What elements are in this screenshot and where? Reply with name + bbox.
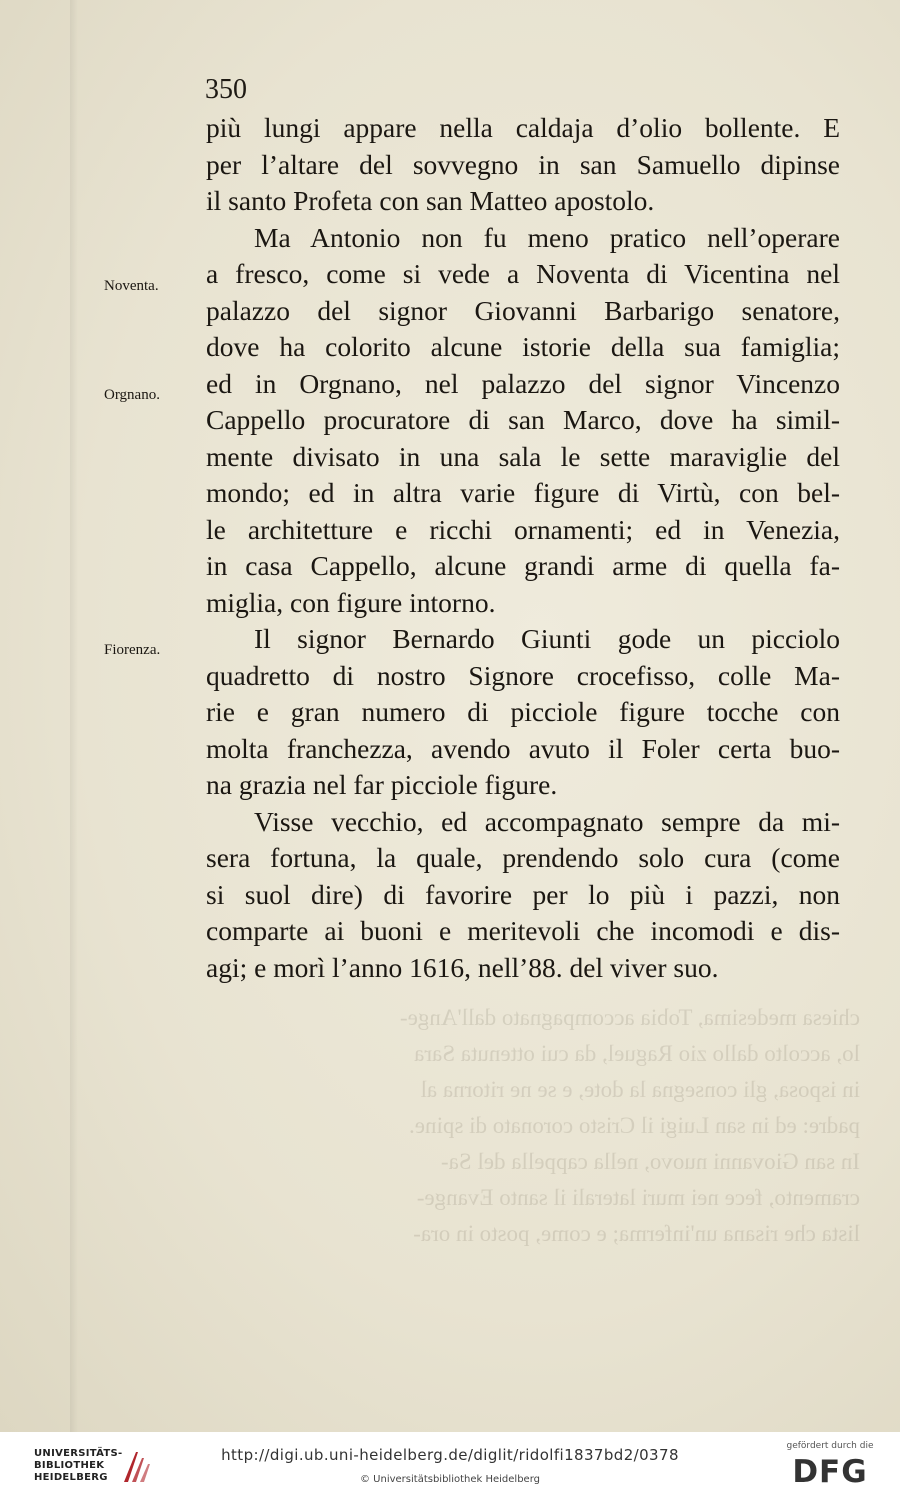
text-line: mente divisato in una sala le sette maraviglie del	[206, 440, 840, 472]
library-name-line1: UNIVERSITÄTS-	[34, 1448, 123, 1459]
marginal-note-noventa: Noventa.	[104, 278, 159, 294]
text-line: si suol dire) di favorire per lo più i pazzi, non	[206, 878, 840, 910]
bleed-through-text	[200, 1000, 860, 1260]
permalink-url[interactable]: http://digi.ub.uni-heidelberg.de/diglit/ridolfi1837bd2/0378	[221, 1446, 679, 1464]
text-line: a fresco, come si vede a Noventa di Vicentina nel	[206, 258, 840, 289]
text-line: sera fortuna, la quale, prendendo solo cura (come	[206, 842, 840, 873]
text-line: molta franchezza, avendo avuto il Foler certa buo-	[206, 732, 840, 764]
text-line: quadretto di nostro Signore crocefisso, colle Ma-	[206, 659, 840, 691]
bleed-line: chiesa medesima, Tobia accompagnato dall'Ange-	[399, 1005, 860, 1030]
dfg-logo[interactable]: DFG	[792, 1454, 868, 1490]
footer-bar	[0, 1432, 900, 1496]
copyright-notice: © Universitätsbibliothek Heidelberg	[359, 1474, 540, 1485]
text-line: dove ha colorito alcune istorie della sua famiglia;	[206, 331, 840, 362]
marginal-note-orgnano: Orgnano.	[104, 387, 160, 403]
text-line: comparte ai buoni e meritevoli che incomodi e dis-	[206, 915, 840, 946]
text-line: miglia, con figure intorno.	[206, 586, 496, 618]
bleed-line: cramento, fece nei muri laterali il santo Evange-	[416, 1185, 860, 1210]
text-line: Ma Antonio non fu meno pratico nell’operare	[254, 221, 840, 253]
text-line: mondo; ed in altra varie figure di Virtù, con bel-	[206, 477, 840, 508]
text-line: il santo Profeta con san Matteo apostolo.	[206, 185, 655, 216]
bleed-line: lista che risana un'inferma; e come, posto in ora-	[413, 1221, 860, 1246]
bleed-line: In san Giovanni nuovo, nella cappella del Sa-	[441, 1149, 860, 1174]
bleed-line: in isposa, gli consegna la dote, e se ne ritorna al	[420, 1077, 860, 1102]
library-name-line2: BIBLIOTHEK	[34, 1460, 105, 1471]
text-line: più lungi appare nella caldaja d’olio bollente. E	[206, 112, 840, 143]
text-line: ed in Orgnano, nel palazzo del signor Vincenzo	[206, 367, 840, 399]
funding-note: gefördert durch die	[786, 1441, 874, 1451]
text-line: palazzo del signor Giovanni Barbarigo senatore,	[206, 294, 840, 326]
bleed-line: padre: ed in san Luigi il Cristo coronato di spine.	[409, 1113, 860, 1138]
text-line: agi; e morì l’anno 1616, nell’88. del viver suo.	[206, 951, 719, 983]
body-text	[206, 110, 840, 986]
text-line: Visse vecchio, ed accompagnato sempre da mi-	[254, 805, 840, 837]
bleed-line: lo, accolto dallo zio Raguel, da cui ottenuta Sara	[414, 1041, 860, 1066]
text-line: in casa Cappello, alcune grandi arme di quella fa-	[206, 550, 840, 581]
marginal-note-fiorenza: Fiorenza.	[104, 642, 161, 658]
text-line: Cappello procuratore di san Marco, dove ha simil-	[206, 404, 840, 435]
text-line: rie e gran numero di picciole figure tocche con	[206, 696, 840, 727]
text-line: na grazia nel far picciole figure.	[206, 769, 558, 800]
text-line: Il signor Bernardo Giunti gode un picciolo	[254, 623, 840, 654]
page-gutter	[70, 0, 78, 1432]
text-line: per l’altare del sovvegno in san Samuello dipinse	[206, 148, 840, 180]
library-name-line3: HEIDELBERG	[34, 1472, 108, 1483]
page-number: 350	[205, 74, 247, 105]
text-line: le architetture e ricchi ornamenti; ed in Venezia,	[206, 513, 840, 545]
